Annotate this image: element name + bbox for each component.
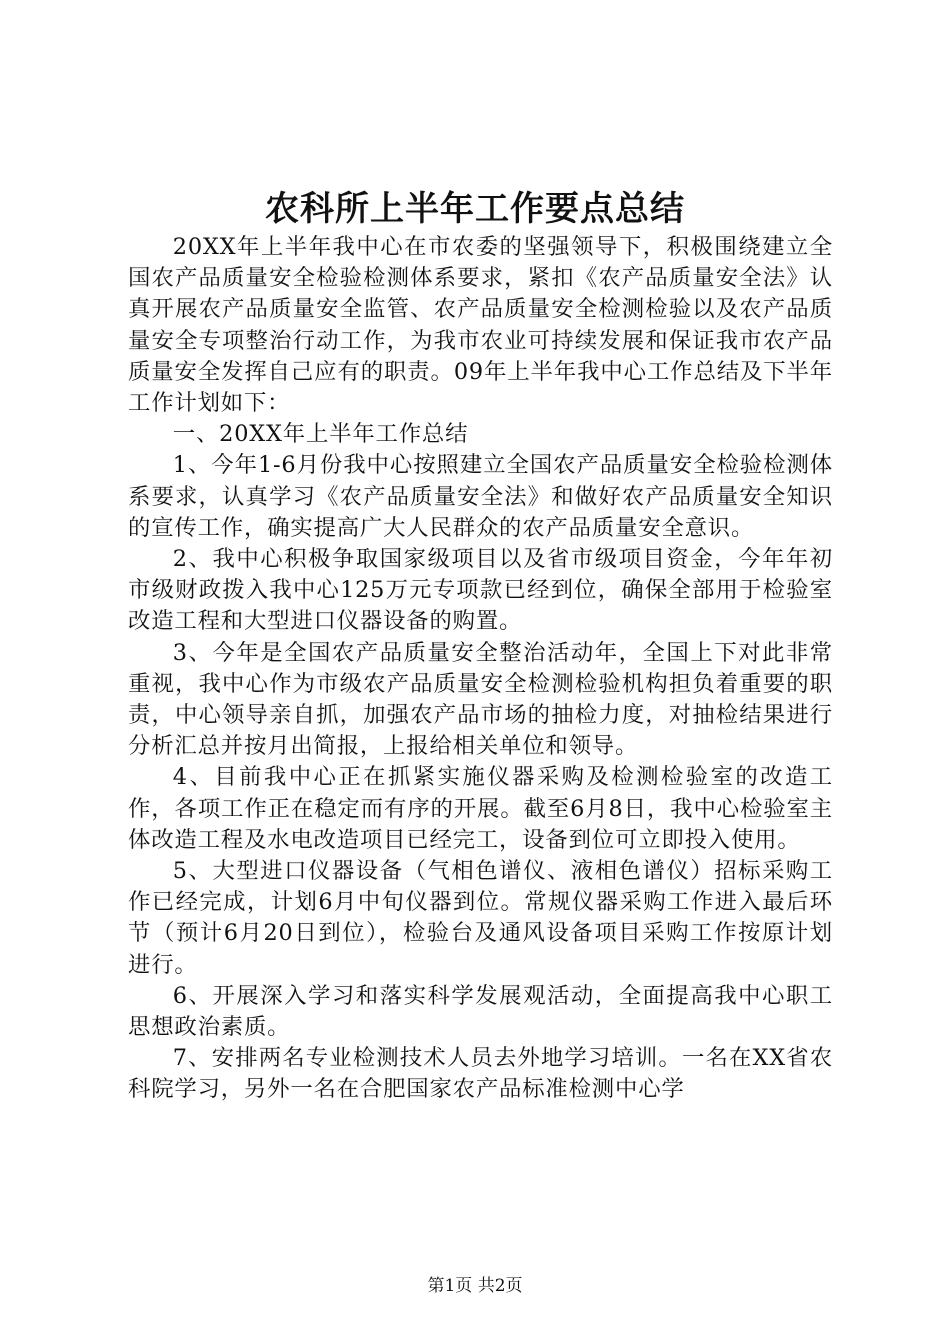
document-title: 农科所上半年工作要点总结 [265, 189, 685, 229]
paragraph-item-6: 6、开展深入学习和落实科学发展观活动，全面提高我中心职工思想政治素质。 [128, 982, 833, 1041]
page-number-footer: 第1页 共2页 [427, 1276, 523, 1296]
document-body [128, 232, 833, 1106]
paragraph-item-7: 7、安排两名专业检测技术人员去外地学习培训。一名在XX省农科院学习，另外一名在合肥国家农产品标准检测中心学 [128, 1045, 833, 1103]
paragraph-item-2: 2、我中心积极争取国家级项目以及省市级项目资金，今年年初市级财政拨入我中心125万元专项款已经到位，确保全部用于检验室改造工程和大型进口仪器设备的购置。 [128, 546, 833, 635]
paragraph-intro: 20XX年上半年我中心在市农委的坚强领导下，积极围绕建立全国农产品质量安全检验检测体系要求，紧扣《农产品质量安全法》认真开展农产品质量安全监管、农产品质量安全检测检验以及农产品质量安全专项整治行动工作，为我市农业可持续发展和保证我市农产品质量安全发挥自己应有的职责。09年上半年我中心工作总结及下半年工作计划如下： [128, 234, 833, 417]
paragraph-item-1: 1、今年1-6月份我中心按照建立全国农产品质量安全检验检测体系要求，认真学习《农产品质量安全法》和做好农产品质量安全知识的宣传工作，确实提高广大人民群众的农产品质量安全意识。 [128, 452, 833, 541]
section-heading: 一、20XX年上半年工作总结 [172, 421, 469, 448]
paragraph-item-4: 4、目前我中心正在抓紧实施仪器采购及检测检验室的改造工作，各项工作正在稳定而有序的开展。截至6月8日，我中心检验室主体改造工程及水电改造项目已经完工，设备到位可立即投入使用。 [128, 764, 833, 853]
paragraph-item-3: 3、今年是全国农产品质量安全整治活动年，全国上下对此非常重视，我中心作为市级农产品质量安全检测检验机构担负着重要的职责，中心领导亲自抓，加强农产品市场的抽检力度，对抽检结果进行分析汇总并按月出简报，上报给相关单位和领导。 [128, 639, 833, 760]
paragraph-item-5: 5、大型进口仪器设备（气相色谱仪、液相色谱仪）招标采购工作已经完成，计划6月中旬仪器到位。常规仪器采购工作进入最后环节（预计6月20日到位），检验台及通风设备项目采购工作按原计划进行。 [128, 858, 833, 978]
